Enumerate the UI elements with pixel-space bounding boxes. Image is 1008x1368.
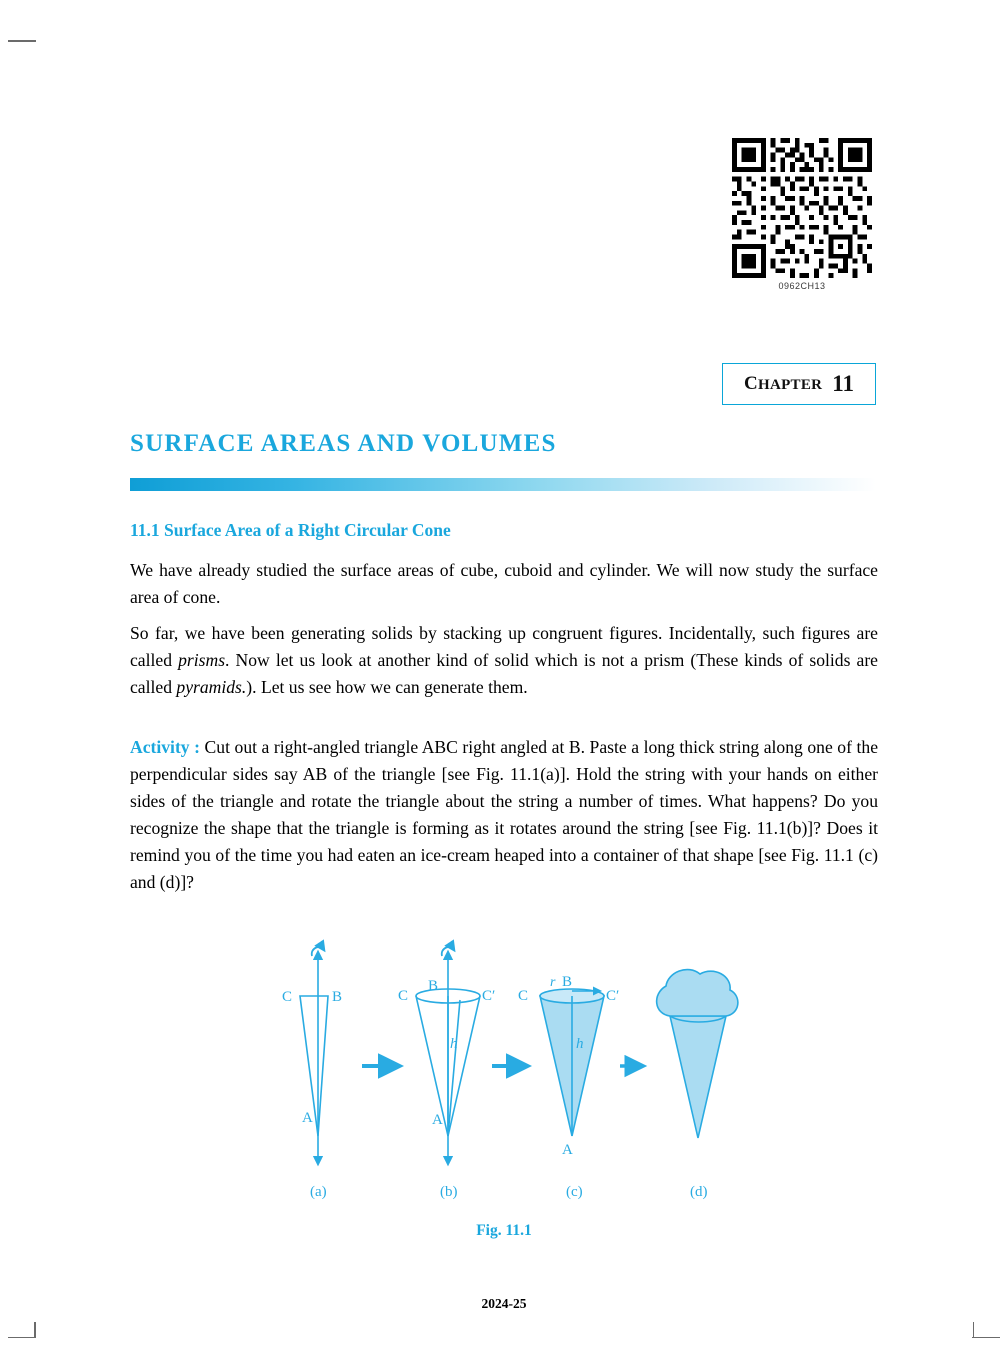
qr-code-label: 0962CH13 <box>778 281 826 291</box>
label-b-A: A <box>432 1112 443 1128</box>
label-c-C: C <box>518 988 529 1004</box>
label-b-C: C <box>398 988 409 1004</box>
crop-mark-bottom-right-h <box>972 1337 1000 1339</box>
figure-label-b: (b) <box>440 1184 458 1200</box>
crop-mark-bottom-left-v <box>34 1322 36 1338</box>
paragraph-2 <box>130 620 878 701</box>
chapter-number: 11 <box>832 371 855 396</box>
figure-label-d: (d) <box>690 1184 708 1200</box>
label-a-A: A <box>302 1110 313 1126</box>
figure-11-1 <box>250 938 770 1208</box>
page-footer: 2024-25 <box>481 1296 527 1311</box>
label-b-B: B <box>428 978 439 994</box>
label-c-B: B <box>562 974 573 990</box>
label-a-B: B <box>332 989 343 1005</box>
activity-text: Cut out a right-angled triangle ABC right angled at B. Paste a long thick string along one of the perpendicular sides say AB of the triangle [see Fig. 11.1(a)]. Hold the string with your hands on either sides of the triangle and rotate the triangle about the string a number of times. What happens? Do you recognize the shape that the triangle is forming as it rotates around the string [see Fig. 11.1(b)]? Does it remind you of the time you had eaten an ice-cream heaped into a container of that shape [see Fig. 11.1 (c) and (d)]? <box>130 737 878 892</box>
activity-paragraph <box>130 734 878 896</box>
activity-label: Activity : <box>130 737 201 757</box>
label-c-Cprime: C′ <box>606 988 620 1004</box>
figure-label-a: (a) <box>310 1184 327 1200</box>
label-c-r: r <box>550 975 556 990</box>
qr-code-block <box>728 138 876 291</box>
chapter-badge <box>722 363 876 405</box>
paragraph-2-part-b: . Now let us look at another kind of solid which is not a prism (These kinds of solids are called <box>130 650 878 697</box>
title-gradient-rule <box>130 478 876 491</box>
figure-11-1-svg <box>250 938 770 1208</box>
label-a-C: C <box>282 989 293 1005</box>
label-b-h: h <box>450 1036 458 1052</box>
chapter-word: CHAPTER <box>743 373 823 394</box>
qr-code-icon[interactable] <box>732 138 872 278</box>
term-prisms: prisms <box>178 650 226 670</box>
chapter-word-smallcaps: HAPTER <box>757 377 823 393</box>
figure-label-c: (c) <box>566 1184 583 1200</box>
label-b-Cprime: C′ <box>482 988 496 1004</box>
page-title: SURFACE AREAS AND VOLUMES <box>130 430 557 457</box>
label-c-A: A <box>562 1142 573 1158</box>
crop-mark-bottom-left-h <box>8 1337 36 1339</box>
paragraph-2-part-c: ). Let us see how we can generate them. <box>246 677 528 697</box>
crop-mark-bottom-right-v <box>973 1322 975 1338</box>
paragraph-1: We have already studied the surface areas of cube, cuboid and cylinder. We will now study the surface area of cone. <box>130 560 878 607</box>
term-pyramids: pyramids. <box>176 677 247 697</box>
paragraph-2-part-a: So far, we have been generating solids by stacking up congruent figures. Incidentally, such figures are called <box>130 623 878 670</box>
label-c-h: h <box>576 1036 584 1052</box>
crop-mark-top-left <box>8 40 36 42</box>
figure-caption: Fig. 11.1 <box>476 1222 532 1239</box>
section-heading: 11.1 Surface Area of a Right Circular Cone <box>130 520 451 540</box>
